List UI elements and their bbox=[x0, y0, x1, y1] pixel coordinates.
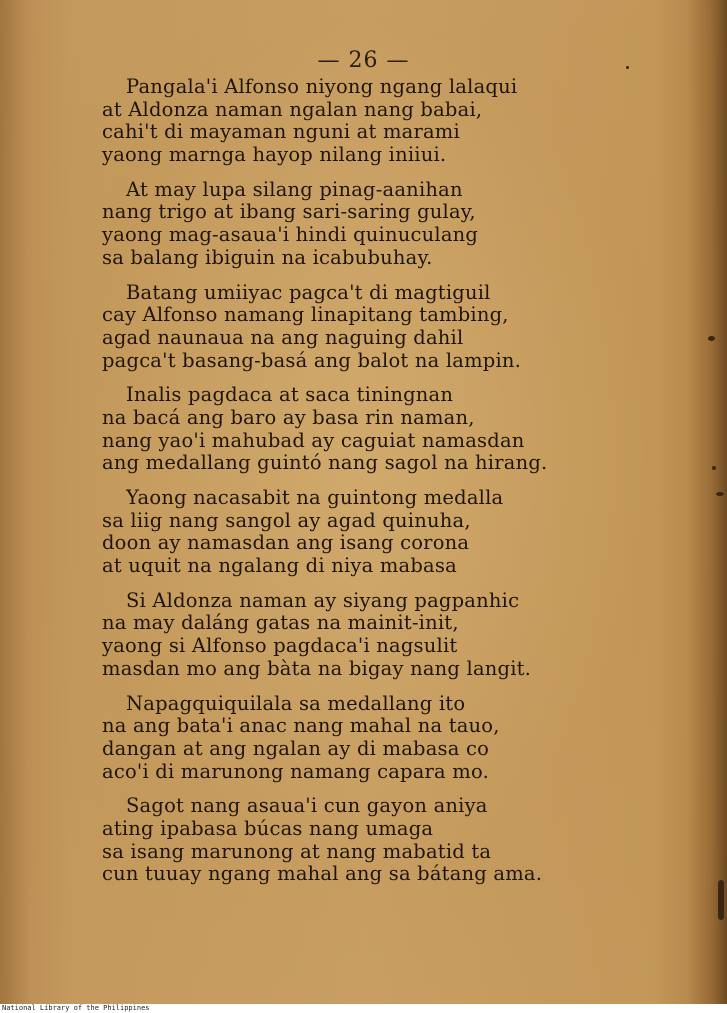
page-edge-shading bbox=[687, 0, 727, 1004]
poem-line: dangan at ang ngalan ay di mabasa co bbox=[102, 736, 490, 760]
poem-line: masdan mo ang bàta na bigay nang langit. bbox=[102, 656, 532, 680]
library-credit: National Library of the Philippines bbox=[2, 1004, 150, 1012]
poem-line: nang yao'i mahubad ay caguiat namasdan bbox=[102, 428, 525, 452]
paper-speck bbox=[716, 492, 724, 496]
stanza bbox=[102, 590, 602, 681]
page-number: — 26 — bbox=[317, 48, 410, 73]
poem-line: sa balang ibiguin na icabubuhay. bbox=[102, 245, 433, 269]
poem-line: ating ipabasa búcas nang umaga bbox=[102, 816, 434, 840]
poem-line: doon ay namasdan ang isang corona bbox=[102, 531, 470, 555]
poem-line: cahi't di mayaman nguni at marami bbox=[102, 120, 460, 144]
paper-speck bbox=[708, 336, 715, 341]
stanza bbox=[102, 282, 602, 373]
poem-line: na may daláng gatas na mainit-init, bbox=[102, 611, 459, 635]
paper-speck bbox=[712, 466, 716, 470]
poem-line: ang medallang guintó nang sagol na hirang. bbox=[102, 451, 548, 475]
poem-line: Batang umiiyac pagca't di magtiguil bbox=[126, 280, 491, 304]
poem-line: Napagquiquilala sa medallang ito bbox=[126, 691, 466, 715]
poem-line: na bacá ang baro ay basa rin naman, bbox=[102, 405, 475, 429]
poem-line: At may lupa silang pinag-aanihan bbox=[126, 177, 463, 201]
stanza bbox=[102, 179, 602, 270]
poem-line: agad naunaua na ang naguing dahil bbox=[102, 325, 464, 349]
poem-line: yaong mag-asaua'i hindi quinuculang bbox=[102, 223, 479, 247]
poem-line: yaong si Alfonso pagdaca'i nagsulit bbox=[102, 634, 458, 658]
poem-line: sa isang marunong at nang mabatid ta bbox=[102, 839, 492, 863]
poem-line: cun tuuay ngang mahal ang sa bátang ama. bbox=[102, 862, 543, 886]
poem-line: na ang bata'i anac nang mahal na tauo, bbox=[102, 714, 500, 738]
poem-line: Yaong nacasabit na guintong medalla bbox=[126, 486, 504, 509]
poem-line: Pangala'i Alfonso niyong ngang lalaqui bbox=[126, 75, 518, 98]
paper-speck bbox=[718, 880, 724, 920]
poem-line: at Aldonza naman ngalan nang babai, bbox=[102, 97, 483, 121]
poem-line: at uquit na ngalang di niya mabasa bbox=[102, 554, 457, 578]
poem-line: Inalis pagdaca at saca tiningnan bbox=[126, 383, 454, 407]
stanza bbox=[102, 693, 602, 784]
page-left-shading bbox=[0, 0, 30, 1004]
poem-line: aco'i di marunong namang capara mo. bbox=[102, 759, 489, 783]
poem-line: nang trigo at ibang sari-saring gulay, bbox=[102, 200, 476, 224]
poem-line: cay Alfonso namang linapitang tambing, bbox=[102, 303, 509, 327]
poem-line: Sagot nang asaua'i cun gayon aniya bbox=[126, 794, 488, 818]
poem-body bbox=[102, 76, 602, 898]
poem-line: yaong marnga hayop nilang iniiui. bbox=[102, 143, 447, 167]
stanza bbox=[102, 76, 602, 167]
stanza bbox=[102, 795, 602, 886]
poem-line: sa liig nang sangol ay agad quinuha, bbox=[102, 508, 471, 532]
poem-line: pagca't basang-basá ang balot na lampin. bbox=[102, 348, 522, 372]
stanza bbox=[102, 487, 602, 578]
stanza bbox=[102, 384, 602, 475]
poem-line: Si Aldonza naman ay siyang pagpanhic bbox=[126, 588, 520, 612]
